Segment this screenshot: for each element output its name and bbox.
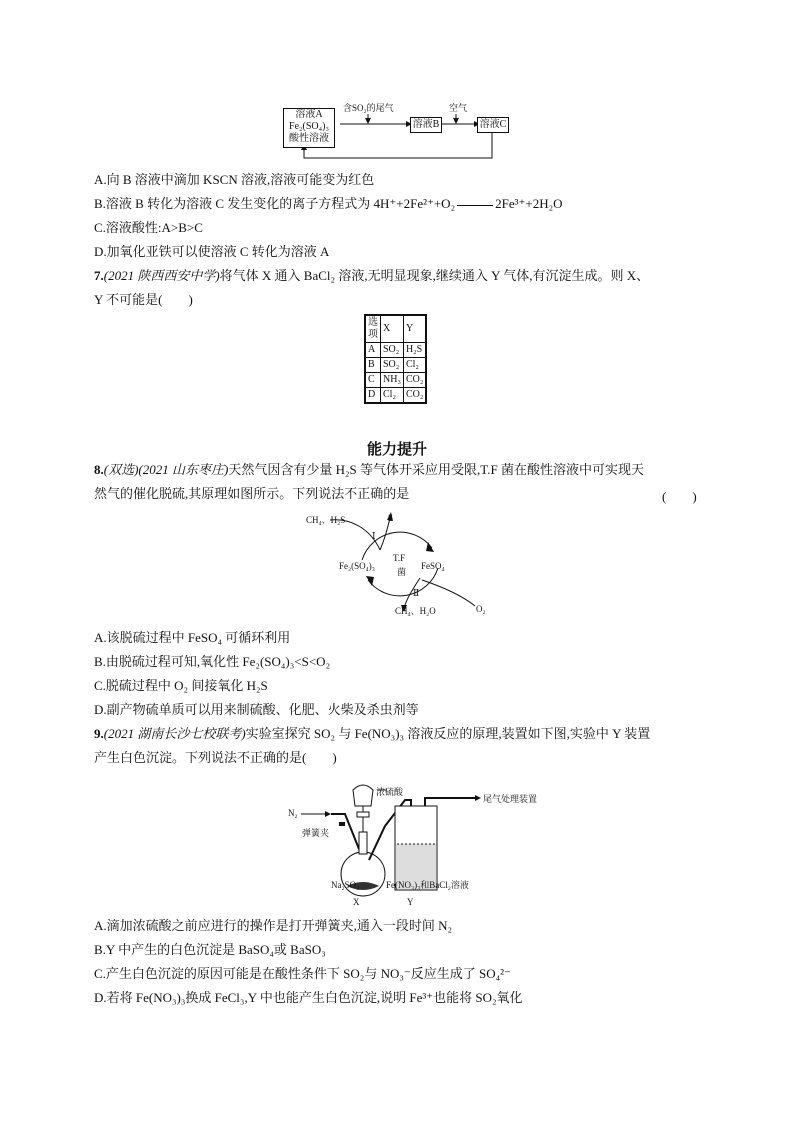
label-na2so3: Na₂SO₃ bbox=[331, 880, 360, 890]
q7-options-table bbox=[364, 314, 427, 404]
table-row bbox=[365, 343, 426, 358]
section-heading: 能力提升 bbox=[366, 440, 427, 458]
cycle-center-label-1: T.F bbox=[393, 553, 406, 563]
q9-stem-text: 实验室探究 SO₂ 与 Fe(NO₃)₃ 溶液反应的原理,装置如下图,实验中 Y 装置 bbox=[245, 726, 651, 741]
table-cell: C bbox=[365, 373, 381, 388]
q8-option-a: A.该脱硫过程中 FeSO₄ 可循环利用 bbox=[94, 630, 291, 645]
table-cell: Cl₂ bbox=[403, 358, 426, 373]
table-header-cell: X bbox=[381, 315, 404, 343]
q9-option-a: A.滴加浓硫酸之前应进行的操作是打开弹簧夹,通入一段时间 N₂ bbox=[94, 918, 453, 933]
q7-number: 7. bbox=[94, 268, 104, 283]
cycle-input-2: O₂ bbox=[476, 604, 486, 614]
table-header-cell: Y bbox=[403, 315, 426, 343]
table-cell: Cl₂ bbox=[381, 388, 404, 404]
q6-option-a: A.向 B 溶液中滴加 KSCN 溶液,溶液可能变为红色 bbox=[94, 172, 375, 187]
q9-stem-line1 bbox=[94, 726, 650, 742]
cycle-right-species: FeSO₄ bbox=[421, 561, 445, 571]
box-solution-a bbox=[283, 108, 335, 148]
label-y: Y bbox=[407, 897, 414, 907]
q9-source: (2021 湖南长沙七校联考) bbox=[103, 726, 246, 741]
label-tail-gas-treatment: 尾气处理装置 bbox=[483, 794, 538, 804]
q8-stem-line2: 然气的催化脱硫,其原理如图所示。下列说法不正确的是 bbox=[94, 486, 410, 501]
table-cell: NH₃ bbox=[381, 373, 404, 388]
table-cell: D bbox=[365, 388, 381, 404]
table-cell: CO₂ bbox=[403, 373, 426, 388]
cycle-center-label-2: 菌 bbox=[397, 567, 407, 577]
cycle-output-1: S bbox=[388, 513, 394, 523]
q8-option-d: D.副产物硫单质可以用来制硫酸、化肥、火柴及杀虫剂等 bbox=[94, 702, 419, 717]
q6-option-d: D.加氧化亚铁可以使溶液 C 转化为溶液 A bbox=[94, 244, 330, 259]
table-cell: H₂S bbox=[403, 343, 426, 358]
equation-arrow bbox=[457, 205, 493, 206]
cycle-left-species: Fe₂(SO₄)₃ bbox=[339, 561, 375, 571]
q8-stem-text: 天然气因含有少量 H₂S 等气体开采应用受限,T.F 菌在酸性溶液中可实现天 bbox=[228, 462, 644, 477]
label-x: X bbox=[353, 897, 360, 907]
cycle-output-2: CH₄、H₂O bbox=[395, 606, 436, 616]
box-a-line1: 溶液A bbox=[295, 109, 323, 120]
q8-number: 8. bbox=[94, 462, 104, 477]
table-header-row bbox=[365, 315, 426, 343]
cycle-step-1: Ⅰ bbox=[372, 531, 376, 541]
q8-option-c: C.脱硫过程中 O₂ 间接氧化 H₂S bbox=[94, 678, 268, 693]
q7-stem-line2: Y 不可能是( ) bbox=[94, 292, 193, 307]
label-clamp: 弹簧夹 bbox=[302, 828, 330, 838]
table-cell: SO₂ bbox=[381, 358, 404, 373]
cycle-step-2: Ⅱ bbox=[413, 588, 420, 598]
q8-source: (2021 山东枣庄) bbox=[138, 462, 229, 477]
q9-option-b: B.Y 中产生的白色沉淀是 BaSO₄或 BaSO₃ bbox=[94, 942, 326, 957]
label-tail-gas: 含SO₂的尾气 bbox=[343, 103, 394, 113]
table-cell: SO₂ bbox=[381, 343, 404, 358]
cycle-input-1: CH₄、H₂S bbox=[306, 515, 346, 525]
q7-stem-line1 bbox=[94, 268, 649, 284]
q9-option-c: C.产生白色沉淀的原因可能是在酸性条件下 SO₂与 NO₃⁻反应生成了 SO₄²⁻ bbox=[94, 966, 511, 981]
q9-stem-line2: 产生白色沉淀。下列说法不正确的是( ) bbox=[94, 750, 337, 765]
label-n2: N₂ bbox=[288, 808, 298, 818]
q8-stem-line1 bbox=[94, 462, 644, 478]
q7-stem-text: 将气体 X 通入 BaCl₂ 溶液,无明显现象,继续通入 Y 气体,有沉淀生成。则 X、 bbox=[219, 268, 650, 283]
box-solution-b: 溶液B bbox=[410, 117, 442, 133]
table-row bbox=[365, 388, 426, 404]
q9-option-d: D.若将 Fe(NO₃)₃换成 FeCl₃,Y 中也能产生白色沉淀,说明 Fe³⁺也能将 SO₂氧化 bbox=[94, 990, 523, 1005]
q7-source: (2021 陕西西安中学) bbox=[103, 268, 220, 283]
q6-option-b bbox=[94, 196, 563, 212]
box-solution-c: 溶液C bbox=[477, 117, 509, 133]
q6-option-b-prefix: B.溶液 B 转化为溶液 C 发生变化的离子方程式为 4H⁺+2Fe²⁺+O₂ bbox=[94, 196, 456, 211]
label-conc-sulfuric-acid: 浓硫酸 bbox=[376, 787, 404, 797]
label-solution-y: Fe(NO₃)₃和BaCl₂溶液 bbox=[386, 880, 469, 890]
table-row bbox=[365, 358, 426, 373]
q9-number: 9. bbox=[94, 726, 104, 741]
label-air: 空气 bbox=[449, 103, 468, 113]
q6-option-b-suffix: 2Fe³⁺+2H₂O bbox=[495, 196, 563, 211]
table-row bbox=[365, 373, 426, 388]
q8-option-b: B.由脱硫过程可知,氧化性 Fe₂(SO₄)₃<S<O₂ bbox=[94, 654, 331, 669]
box-a-line3: 酸性溶液 bbox=[289, 133, 329, 144]
table-cell: B bbox=[365, 358, 381, 373]
q8-answer-paren: ( ) bbox=[662, 489, 697, 504]
table-cell: A bbox=[365, 343, 381, 358]
q6-option-c: C.溶液酸性:A>B>C bbox=[94, 220, 203, 235]
q8-tag: (双选) bbox=[103, 462, 139, 477]
box-a-line2: Fe₂(SO₄)₃ bbox=[289, 121, 329, 132]
table-header-cell: 选项 bbox=[365, 315, 381, 343]
table-cell: CO₂ bbox=[403, 388, 426, 404]
